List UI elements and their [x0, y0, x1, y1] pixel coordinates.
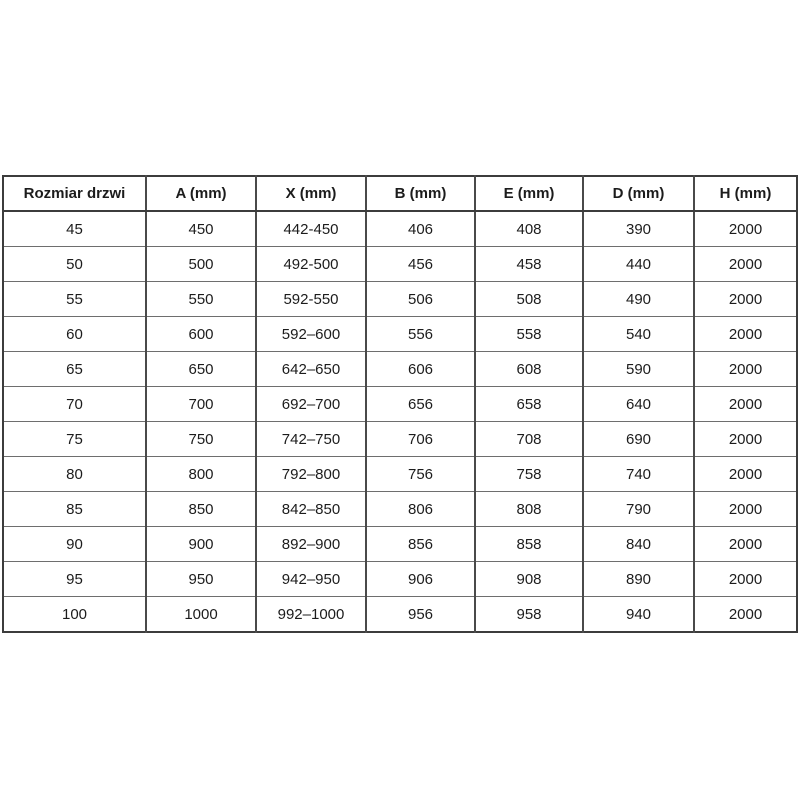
table-cell: 440 — [583, 247, 694, 282]
table-cell: 2000 — [694, 282, 797, 317]
table-cell: 750 — [146, 422, 256, 457]
table-cell: 2000 — [694, 352, 797, 387]
table-cell: 808 — [475, 492, 583, 527]
table-cell: 806 — [366, 492, 475, 527]
table-cell: 650 — [146, 352, 256, 387]
table-cell: 550 — [146, 282, 256, 317]
table-cell: 906 — [366, 562, 475, 597]
table-cell: 408 — [475, 211, 583, 247]
table-cell: 606 — [366, 352, 475, 387]
table-cell: 492-500 — [256, 247, 366, 282]
column-header-rozmiar-drzwi: Rozmiar drzwi — [3, 176, 146, 211]
table-cell: 590 — [583, 352, 694, 387]
table-cell: 608 — [475, 352, 583, 387]
table-cell: 956 — [366, 597, 475, 633]
table-cell: 50 — [3, 247, 146, 282]
table-row — [3, 352, 797, 387]
table-cell: 500 — [146, 247, 256, 282]
table-cell: 958 — [475, 597, 583, 633]
table-cell: 2000 — [694, 211, 797, 247]
column-header-b-mm: B (mm) — [366, 176, 475, 211]
table-cell: 792–800 — [256, 457, 366, 492]
table-cell: 942–950 — [256, 562, 366, 597]
table-cell: 100 — [3, 597, 146, 633]
table-cell: 45 — [66, 220, 83, 238]
column-header-h-mm: H (mm) — [694, 176, 797, 211]
table-row — [3, 247, 797, 282]
door-size-table — [2, 175, 798, 633]
table-cell: 2000 — [694, 387, 797, 422]
table-cell: 740 — [583, 457, 694, 492]
table-cell: 1000 — [146, 597, 256, 633]
table-cell: 65 — [3, 352, 146, 387]
table-cell: 850 — [146, 492, 256, 527]
table-cell: 756 — [366, 457, 475, 492]
table-cell: 95 — [3, 562, 146, 597]
table-row — [3, 422, 797, 457]
table-cell: 90 — [3, 527, 146, 562]
table-cell: 85 — [3, 492, 146, 527]
table-cell: 950 — [146, 562, 256, 597]
table-cell: 70 — [3, 387, 146, 422]
table-cell: 658 — [475, 387, 583, 422]
table-cell: 2000 — [694, 527, 797, 562]
table-cell: 708 — [475, 422, 583, 457]
table-cell: 2000 — [694, 492, 797, 527]
table-row — [3, 597, 797, 633]
table-cell: 842–850 — [256, 492, 366, 527]
table-row — [3, 527, 797, 562]
table-cell: 642–650 — [256, 352, 366, 387]
table-row — [3, 562, 797, 597]
table-cell: 556 — [366, 317, 475, 352]
table-cell: 506 — [366, 282, 475, 317]
table-cell: 2000 — [694, 597, 797, 633]
table-cell: 2000 — [694, 562, 797, 597]
table-cell: 692–700 — [256, 387, 366, 422]
table-cell: 890 — [583, 562, 694, 597]
table-cell: 75 — [3, 422, 146, 457]
column-header-e-mm: E (mm) — [475, 176, 583, 211]
table-body — [3, 211, 797, 632]
table-cell: 656 — [366, 387, 475, 422]
table-cell: 700 — [146, 387, 256, 422]
table-header-row — [3, 176, 797, 211]
table-cell: 2000 — [694, 317, 797, 352]
table-cell: 908 — [475, 562, 583, 597]
door-size-table-wrapper — [2, 175, 796, 623]
table-cell: 800 — [146, 457, 256, 492]
table-row — [3, 282, 797, 317]
table-cell: 640 — [583, 387, 694, 422]
table-cell: 858 — [475, 527, 583, 562]
table-cell: 390 — [583, 211, 694, 247]
table-cell: 600 — [146, 317, 256, 352]
table-cell: 992–1000 — [256, 597, 366, 633]
table-cell: 592-550 — [256, 282, 366, 317]
table-cell: 758 — [475, 457, 583, 492]
table-row — [3, 492, 797, 527]
table-cell: 900 — [146, 527, 256, 562]
table-cell: 706 — [366, 422, 475, 457]
table-cell: 406 — [366, 211, 475, 247]
table-cell: 940 — [583, 597, 694, 633]
column-header-x-mm: X (mm) — [256, 176, 366, 211]
table-row — [3, 387, 797, 422]
table-row — [3, 317, 797, 352]
table-cell: 456 — [366, 247, 475, 282]
table-cell: 2000 — [694, 457, 797, 492]
table-cell: 2000 — [694, 247, 797, 282]
table-cell: 540 — [583, 317, 694, 352]
table-cell: 742–750 — [256, 422, 366, 457]
table-row — [3, 457, 797, 492]
table-row — [3, 211, 797, 247]
table-cell: 490 — [583, 282, 694, 317]
table-cell: 442-450 — [256, 211, 366, 247]
table-cell: 60 — [3, 317, 146, 352]
table-cell: 2000 — [694, 422, 797, 457]
column-header-a-mm: A (mm) — [146, 176, 256, 211]
table-cell: 458 — [475, 247, 583, 282]
table-cell: 592–600 — [256, 317, 366, 352]
table-cell: 508 — [475, 282, 583, 317]
table-cell: 892–900 — [256, 527, 366, 562]
table-cell: 690 — [583, 422, 694, 457]
table-cell: 558 — [475, 317, 583, 352]
table-cell: 450 — [146, 211, 256, 247]
table-cell: 840 — [583, 527, 694, 562]
table-cell: 856 — [366, 527, 475, 562]
column-header-d-mm: D (mm) — [583, 176, 694, 211]
table-cell: 790 — [583, 492, 694, 527]
table-cell: 80 — [3, 457, 146, 492]
table-cell: 55 — [3, 282, 146, 317]
